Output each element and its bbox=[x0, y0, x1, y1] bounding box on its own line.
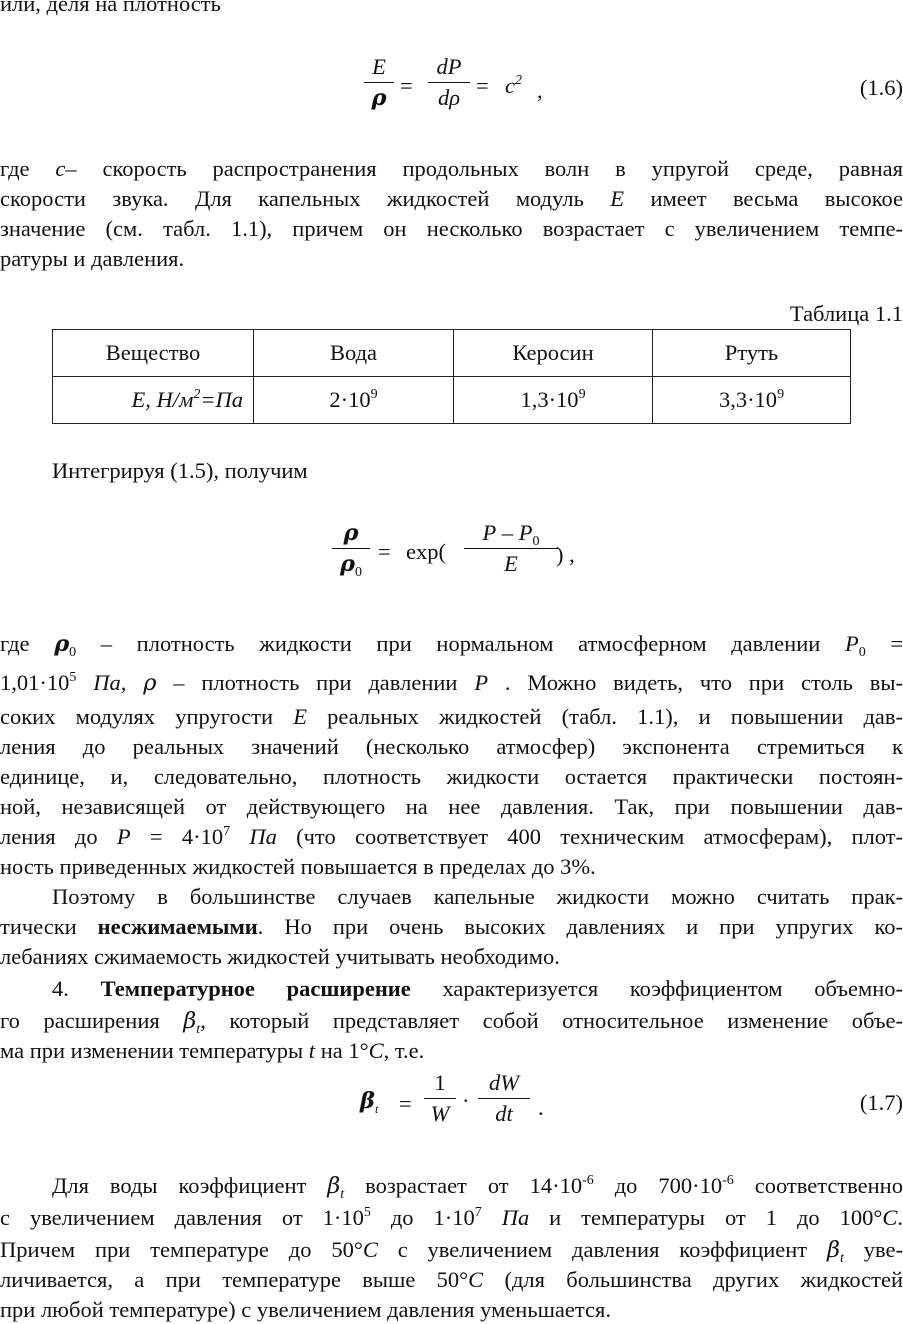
fraction-bar bbox=[332, 548, 370, 549]
table-row-label: E, $Н/м^2=Па$ bbox=[53, 377, 254, 424]
equals-sign: = bbox=[476, 73, 489, 98]
fraction-p-minus-p0-over-e bbox=[464, 522, 558, 575]
text-line: ность приведенных жидкостей повышается в пределах до 3%. bbox=[0, 854, 596, 879]
beta-t: $\beta_t$ bbox=[360, 1088, 379, 1116]
text-line: соких модулях упругости E реальных жидкостей (табл. 1.1), и повышении дав- bbox=[0, 704, 903, 729]
text-line: или, деля на плотность bbox=[0, 0, 221, 16]
table-header-cell: Вода bbox=[254, 330, 454, 377]
text-line: где $\rho_0$ – плотность жидкости при нормальном атмосферном давлении $P_0$ = bbox=[0, 631, 903, 660]
text-line: ления до $P = 4\cdot 10^7$ Па (что соответствует 400 техническим атмосферам), плот- bbox=[0, 824, 903, 849]
equals-sign: = bbox=[378, 539, 391, 564]
equals-sign: = bbox=[399, 1091, 412, 1116]
text-line: тически несжимаемыми. Но при очень высоких давлениях и при упругих ко- bbox=[0, 914, 903, 939]
numerator: ρ bbox=[343, 520, 359, 546]
denominator: $\rho_0$ bbox=[340, 550, 362, 580]
table-header-cell: Керосин bbox=[454, 330, 653, 377]
text-line: личивается, а при температуре выше 50°C (для большинства других жидкостей bbox=[0, 1267, 903, 1292]
text-line: лебаниях сжимаемость жидкостей учитывать необходимо. bbox=[0, 944, 560, 969]
text-line: где c– скорость распространения продольных волн в упругой среде, равная bbox=[0, 156, 903, 181]
text-line: го расширения $\beta_t$, который представляет собой относительное изменение объе- bbox=[0, 1008, 903, 1037]
equation-number: (1.7) bbox=[859, 1090, 903, 1115]
denominator: E bbox=[504, 550, 518, 576]
fraction-dw-dt bbox=[478, 1072, 530, 1125]
equals-sign: = bbox=[400, 73, 413, 98]
fraction-bar bbox=[478, 1098, 530, 1099]
text-line: ления до реальных значений (несколько атмосфер) экспонента стремиться к bbox=[0, 734, 903, 759]
fraction-bar bbox=[428, 82, 470, 83]
text-line: ной, независящей от действующего на нее давления. Так, при повышении дав- bbox=[0, 794, 903, 819]
table-cell: $3,3\cdot 10^9$ bbox=[653, 377, 851, 424]
text-line: Поэтому в большинстве случаев капельные жидкости можно считать прак- bbox=[52, 884, 903, 909]
c-squared: $c^2$ bbox=[505, 73, 522, 98]
numerator: dP bbox=[436, 54, 462, 79]
text-line: $1,01\cdot 10^5$ Па, ρ – плотность при давлении P . Можно видеть, что при столь вы- bbox=[0, 670, 903, 696]
close-paren: ) , bbox=[556, 542, 575, 567]
table-header-row bbox=[53, 330, 851, 377]
text-line: 4. Температурное расширение характеризуется коэффициентом объемно- bbox=[52, 976, 903, 1001]
fraction-bar bbox=[364, 82, 394, 83]
denominator: ρ bbox=[371, 84, 387, 111]
numerator: dW bbox=[489, 1070, 519, 1095]
fraction-bar bbox=[464, 548, 558, 549]
numerator: E bbox=[372, 54, 386, 79]
numerator: P – $P_0$ bbox=[482, 520, 540, 549]
text-line: ма при изменении температуры t на 1°C, т.е. bbox=[0, 1038, 425, 1063]
table-header-cell: Вещество bbox=[53, 330, 254, 377]
text-line: единице, и, следовательно, плотность жидкости остается практически постоян- bbox=[0, 764, 903, 789]
numerator: 1 bbox=[434, 1070, 446, 1095]
text-line: Интегрируя (1.5), получим bbox=[52, 458, 308, 483]
denominator: W bbox=[430, 1100, 450, 1126]
text-line: Причем при температуре до 50°C с увеличением давления коэффициент $\beta_t$ уве- bbox=[0, 1237, 903, 1266]
fraction-e-rho bbox=[364, 56, 394, 109]
table-row bbox=[53, 377, 851, 424]
table-cell: $2\cdot 10^9$ bbox=[254, 377, 454, 424]
text-line: с увеличением давления от $1\cdot 10^5$ до $1\cdot 10^7$ Па и температуры от 1 до 100°C. bbox=[0, 1205, 903, 1230]
exp-function: exp( bbox=[406, 539, 446, 564]
text-line: Для воды коэффициент $\beta_t$ возрастает от $14\cdot 10^{-6}$ до $700\cdot 10^{-6}$ соответственно bbox=[52, 1173, 903, 1202]
fraction-bar bbox=[424, 1098, 456, 1099]
text-line: ратуры и давления. bbox=[0, 246, 185, 271]
equation-number: (1.6) bbox=[859, 75, 903, 100]
table-header-cell: Ртуть bbox=[653, 330, 851, 377]
fraction-dp-drho bbox=[428, 56, 470, 109]
text-line: значение (см. табл. 1.1), причем он несколько возрастает с увеличением темпе- bbox=[0, 216, 903, 241]
fraction-rho-rho0 bbox=[332, 520, 370, 580]
dot-operator: · bbox=[462, 1088, 470, 1113]
period: . bbox=[538, 1095, 544, 1120]
data-table bbox=[52, 329, 851, 424]
denominator: dt bbox=[495, 1100, 513, 1126]
text-line: при любой температуре) с увеличением давления уменьшается. bbox=[0, 1297, 611, 1322]
denominator: dρ bbox=[437, 84, 461, 110]
table-cell: $1,3\cdot 10^9$ bbox=[454, 377, 653, 424]
fraction-one-over-w bbox=[424, 1072, 456, 1125]
text-line: скорости звука. Для капельных жидкостей модуль E имеет весьма высокое bbox=[0, 186, 903, 211]
comma: , bbox=[537, 78, 543, 103]
table-caption: Таблица 1.1 bbox=[789, 301, 903, 326]
